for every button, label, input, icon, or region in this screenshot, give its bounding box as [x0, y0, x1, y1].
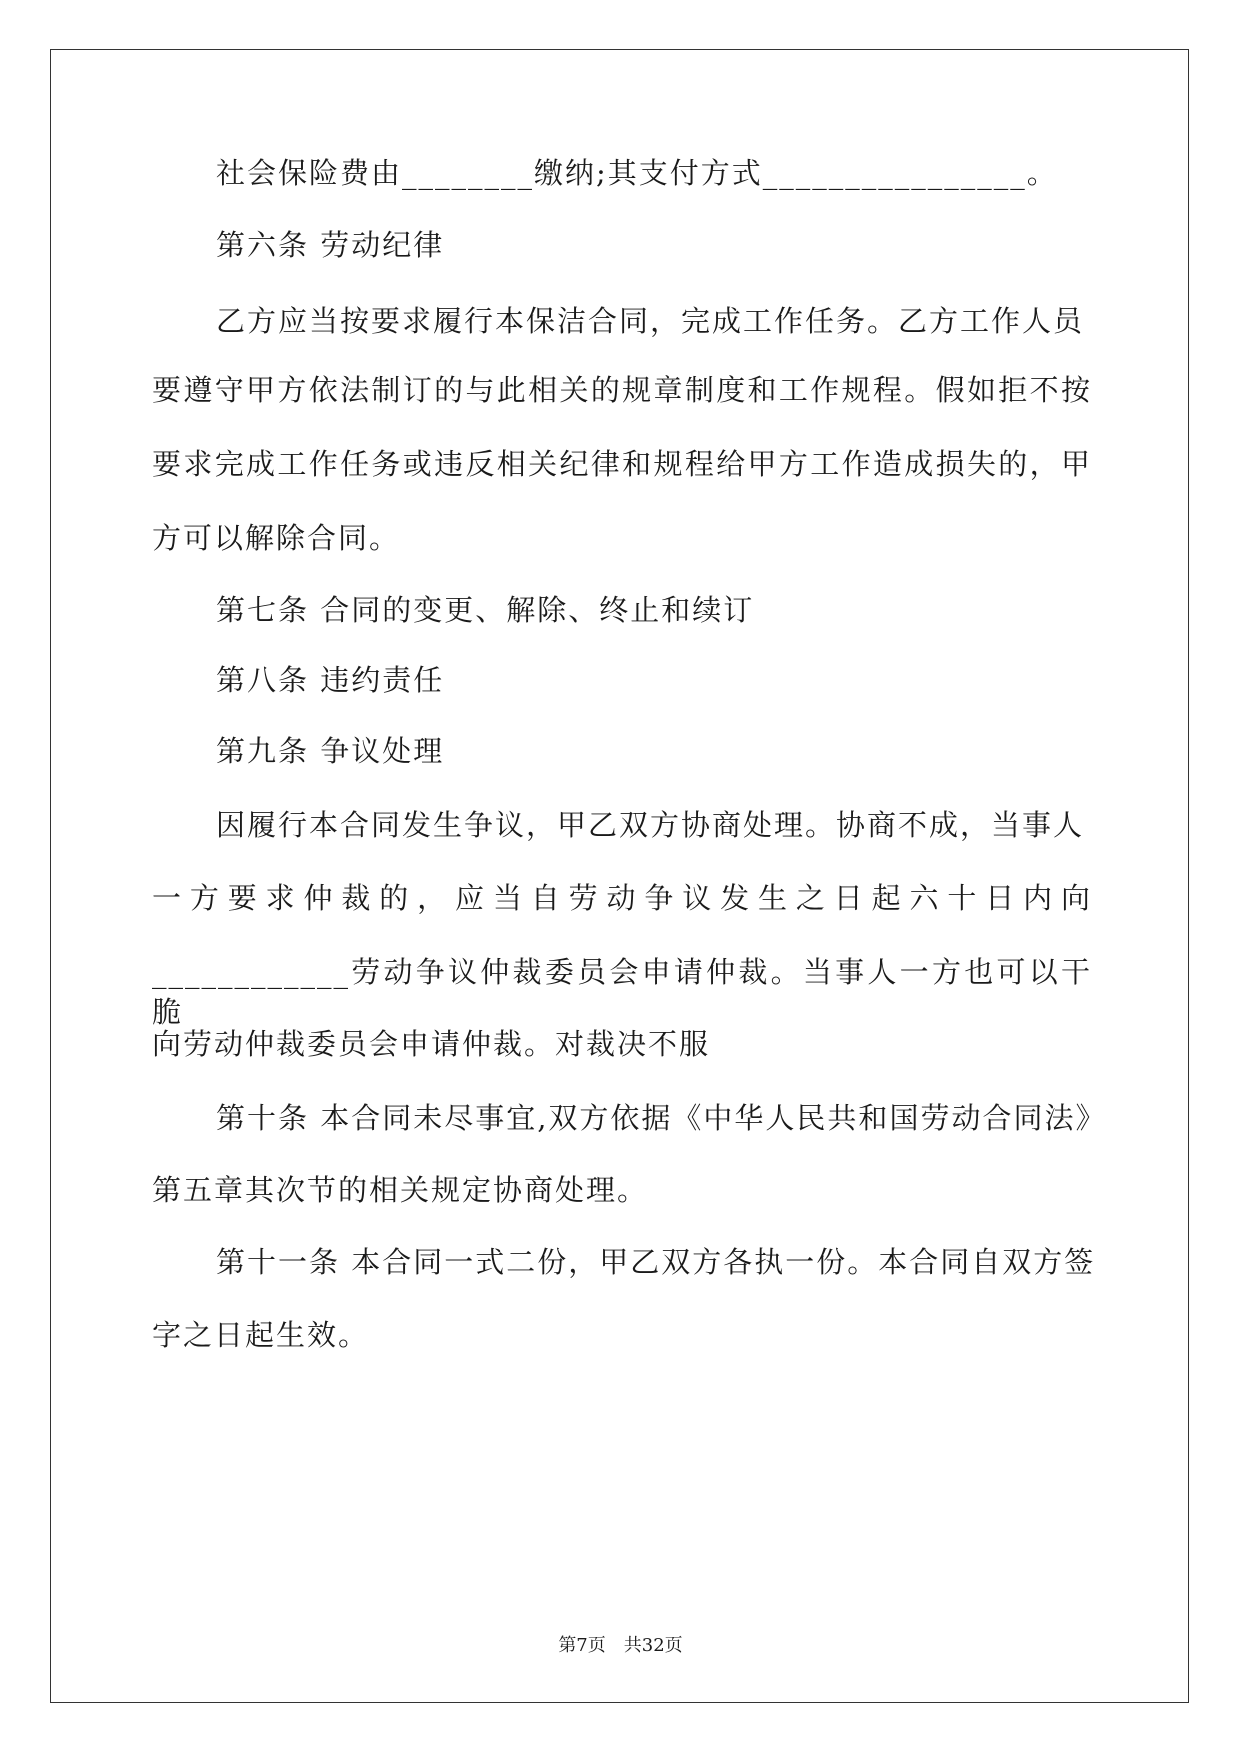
page-number-footer: 第7页 共32页: [558, 1635, 683, 1656]
article-6-paragraph-line-4: 方可以解除合同。: [152, 521, 401, 555]
article-11-line-2: 字之日起生效。: [152, 1318, 370, 1352]
page-border: [50, 49, 1189, 1703]
article-9-paragraph-line-3: ____________劳动争议仲裁委员会申请仲裁。当事人一方也可以干脆: [152, 955, 1092, 1029]
social-insurance-line: 社会保险费由________缴纳;其支付方式________________。: [216, 156, 1058, 190]
article-6-paragraph-line-2: 要遵守甲方依法制订的与此相关的规章制度和工作规程。假如拒不按: [152, 373, 1092, 407]
article-9-heading: 第九条 争议处理: [216, 734, 445, 768]
article-9-paragraph-line-1: 因履行本合同发生争议，甲乙双方协商处理。协商不成，当事人: [216, 808, 1085, 842]
article-10-line-2: 第五章其次节的相关规定协商处理。: [152, 1173, 649, 1207]
article-8-heading: 第八条 违约责任: [216, 663, 445, 697]
article-9-paragraph-line-4: 向劳动仲裁委员会申请仲裁。对裁决不服: [152, 1027, 711, 1061]
article-9-paragraph-line-2: 一方要求仲裁的，应当自劳动争议发生之日起六十日内向: [152, 881, 1092, 915]
article-10-line-1: 第十条 本合同未尽事宜,双方依据《中华人民共和国劳动合同法》: [216, 1101, 1107, 1135]
article-7-heading: 第七条 合同的变更、解除、终止和续订: [216, 593, 755, 627]
article-11-line-1: 第十一条 本合同一式二份，甲乙双方各执一份。本合同自双方签: [216, 1245, 1096, 1279]
article-6-paragraph-line-3: 要求完成工作任务或违反相关纪律和规程给甲方工作造成损失的，甲: [152, 447, 1092, 481]
article-6-heading: 第六条 劳动纪律: [216, 228, 445, 262]
article-6-paragraph-line-1: 乙方应当按要求履行本保洁合同，完成工作任务。乙方工作人员: [216, 304, 1085, 338]
